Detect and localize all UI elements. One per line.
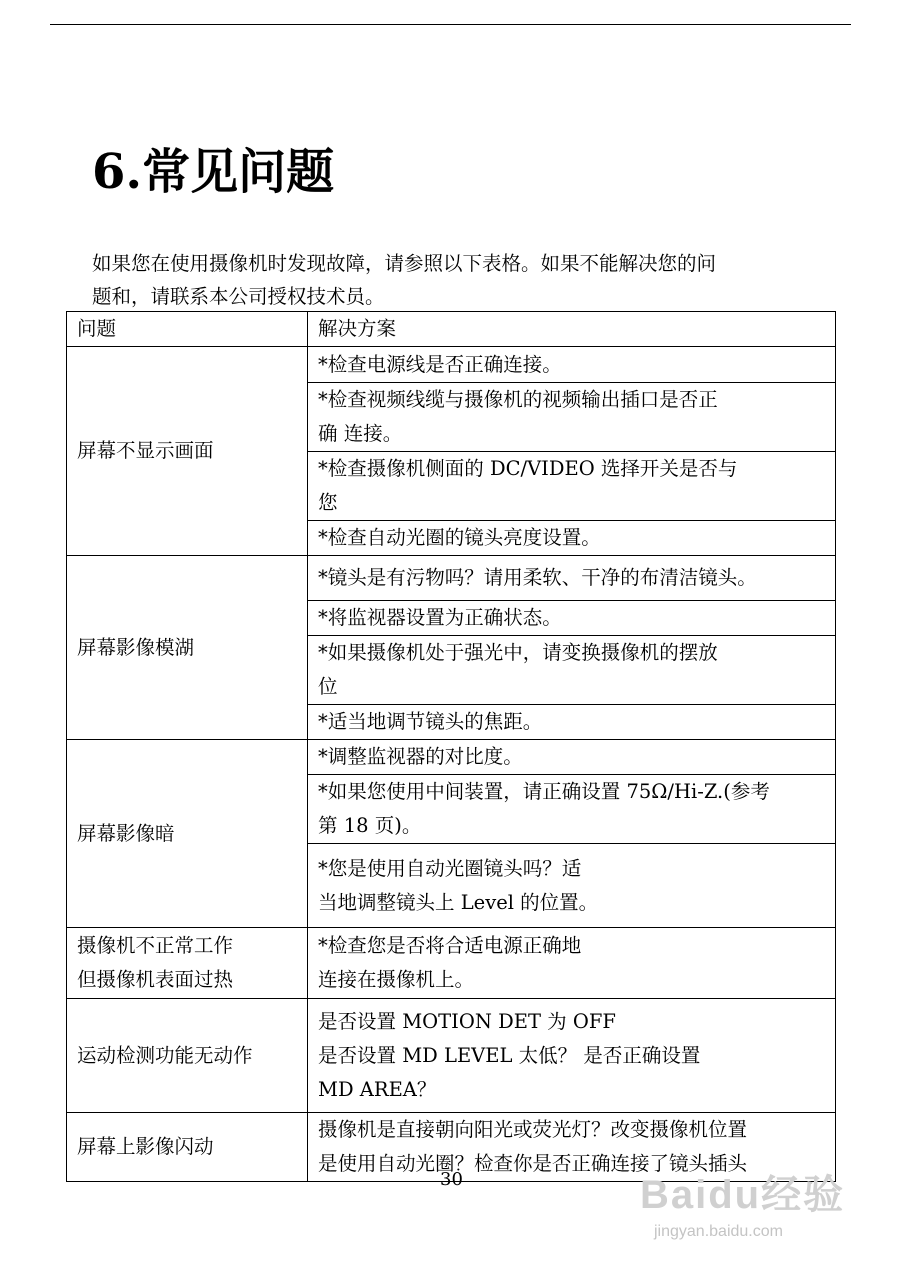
solution-text: 连接在摄像机上。	[318, 968, 475, 991]
baidu-jingyan-watermark	[640, 1168, 870, 1268]
solution-cell	[308, 347, 836, 383]
table-row	[67, 740, 836, 775]
solution-cell	[308, 556, 836, 601]
problem-text: 摄像机不正常工作	[77, 934, 234, 957]
problem-cell	[67, 740, 308, 928]
solution-text: *调整监视器的对比度。	[318, 745, 523, 768]
intro-paragraph	[92, 247, 822, 313]
solution-cell	[308, 775, 836, 844]
section-title: 6.常见问题	[92, 144, 335, 200]
solution-text: 是否设置 MOTION DET 为 OFF	[318, 1009, 616, 1033]
solution-cell	[308, 705, 836, 740]
solution-cell	[308, 928, 836, 999]
solution-text: *镜头是有污物吗？请用柔软、干净的布清洁镜头。	[318, 566, 757, 589]
table-row	[67, 556, 836, 601]
solution-cell	[308, 999, 836, 1113]
solution-text: *检查视频线缆与摄像机的视频输出插口是否正	[318, 388, 718, 411]
solution-text: 当地调整镜头上 Level 的位置。	[318, 890, 599, 914]
faq-table	[66, 311, 836, 1182]
problem-text: 屏幕影像模湖	[77, 635, 195, 659]
table-header-row	[67, 312, 836, 347]
header-solution: 解决方案	[308, 312, 836, 347]
table-row	[67, 999, 836, 1113]
problem-text: 屏幕影像暗	[77, 821, 175, 845]
solution-text: 摄像机是直接朝向阳光或荧光灯？改变摄像机位置	[318, 1118, 748, 1141]
solution-cell	[308, 740, 836, 775]
solution-cell	[308, 601, 836, 636]
solution-text: 您	[318, 491, 338, 514]
problem-cell	[67, 347, 308, 556]
table-row	[67, 347, 836, 383]
problem-cell	[67, 928, 308, 999]
solution-text: *您是使用自动光圈镜头吗？适	[318, 856, 582, 880]
intro-line: 题和，请联系本公司授权技术员。	[92, 285, 385, 308]
watermark-logo: Baidu经验	[640, 1173, 846, 1217]
watermark-url: jingyan.baidu.com	[654, 1223, 783, 1240]
solution-text: 第 18 页)。	[318, 814, 422, 837]
solution-cell	[308, 521, 836, 556]
problem-text: 屏幕上影像闪动	[77, 1135, 214, 1158]
solution-text: *将监视器设置为正确状态。	[318, 606, 562, 629]
problem-text: 屏幕不显示画面	[77, 439, 214, 462]
solution-text: *检查电源线是否正确连接。	[318, 352, 562, 376]
header-rule	[50, 24, 851, 25]
solution-cell	[308, 844, 836, 928]
intro-line: 如果您在使用摄像机时发现故障，请参照以下表格。如果不能解决您的问	[92, 252, 717, 275]
solution-text: *检查自动光圈的镜头亮度设置。	[318, 526, 601, 549]
problem-cell	[67, 999, 308, 1113]
solution-text: 是使用自动光圈？检查你是否正确连接了镜头插头	[318, 1152, 748, 1175]
solution-text: *检查摄像机侧面的 DC/VIDEO 选择开关是否与	[318, 457, 738, 480]
solution-cell	[308, 636, 836, 705]
solution-text: 是否设置 MD LEVEL 太低？ 是否正确设置	[318, 1043, 701, 1067]
problem-text: 运动检测功能无动作	[77, 1043, 253, 1067]
header-problem: 问题	[67, 312, 308, 347]
solution-text: MD AREA？	[318, 1077, 437, 1101]
solution-text: *如果摄像机处于强光中，请变换摄像机的摆放	[318, 641, 718, 664]
solution-text: 位	[318, 675, 338, 698]
page-number: 30	[440, 1169, 463, 1190]
solution-text: *如果您使用中间装置，请正确设置 75Ω/Hi-Z.(参考	[318, 780, 770, 803]
solution-cell	[308, 452, 836, 521]
solution-text: *检查您是否将合适电源正确地	[318, 934, 582, 957]
solution-text: *适当地调节镜头的焦距。	[318, 710, 543, 733]
solution-text: 确 连接。	[318, 422, 403, 445]
problem-text: 但摄像机表面过热	[77, 968, 234, 991]
table-row	[67, 928, 836, 999]
solution-cell	[308, 383, 836, 452]
problem-cell	[67, 556, 308, 740]
